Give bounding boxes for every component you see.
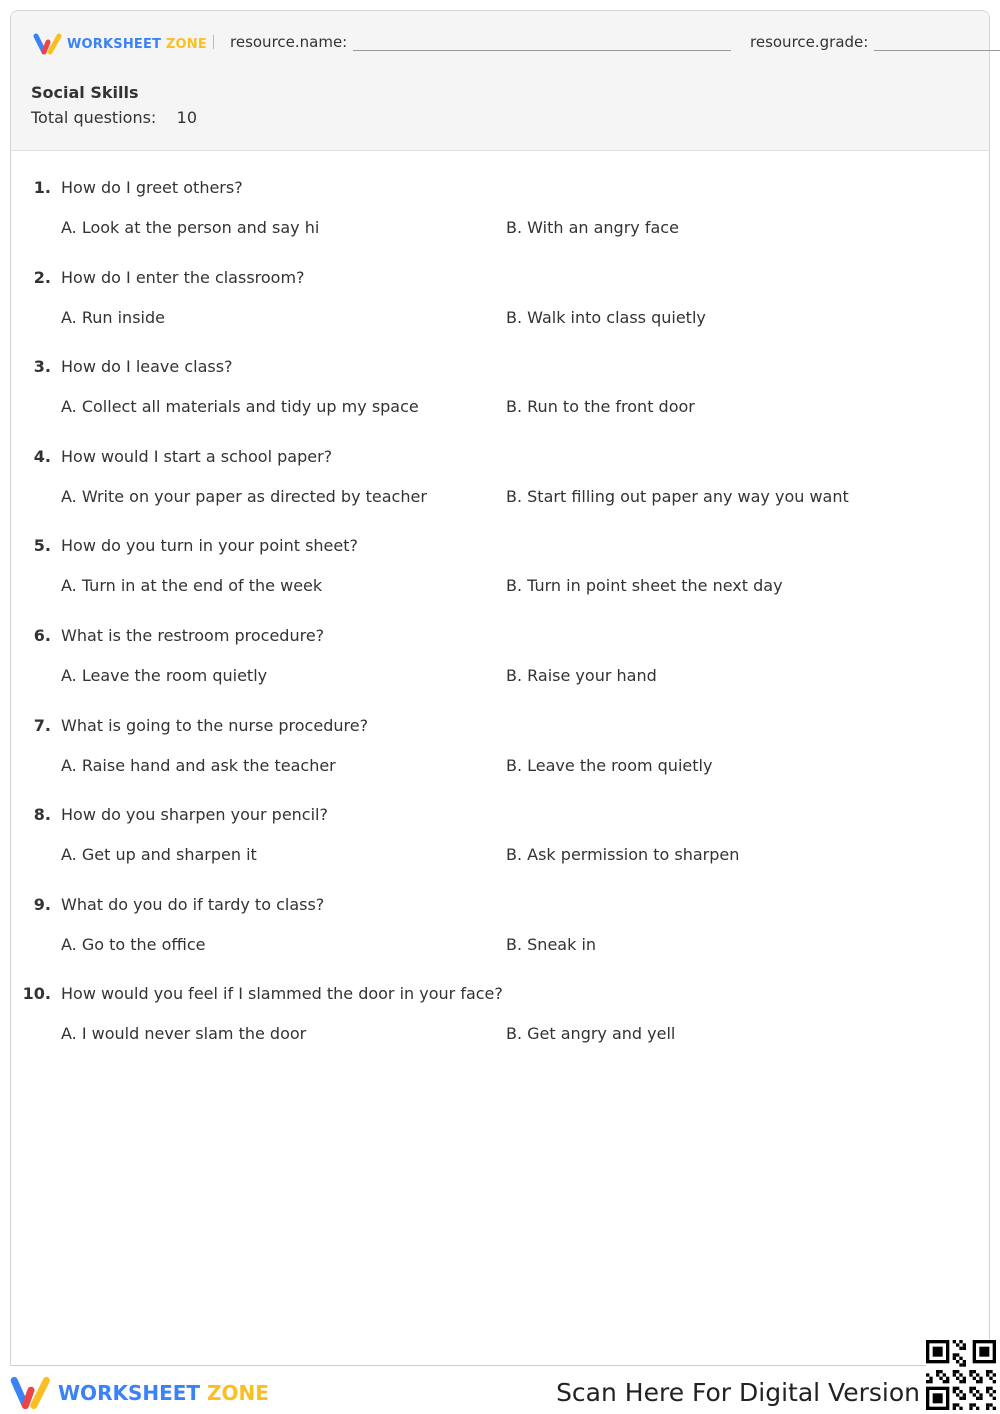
question-text: What is the restroom procedure?: [61, 626, 325, 645]
question-number: 7.: [33, 715, 51, 735]
total-questions: Total questions: 10: [31, 108, 198, 127]
divider: [213, 35, 214, 49]
option-a[interactable]: A. I would never slam the door: [61, 1024, 307, 1044]
option-b[interactable]: B. Sneak in: [506, 934, 597, 954]
option-b[interactable]: B. Leave the room quietly: [506, 755, 713, 775]
question-number: 6.: [33, 626, 51, 645]
worksheet-header: [11, 11, 989, 151]
question-text: How do I greet others?: [61, 178, 243, 197]
scan-text: Scan Here For Digital Version: [556, 1378, 920, 1407]
option-b[interactable]: B. With an angry face: [506, 218, 679, 237]
question-text: How do I enter the classroom?: [61, 267, 305, 287]
worksheet-zone-logo-icon: [10, 1376, 52, 1410]
option-a[interactable]: A. Leave the room quietly: [61, 666, 268, 685]
qr-code-icon[interactable]: [926, 1340, 996, 1410]
question-text: How do I leave class?: [61, 357, 233, 377]
question-text: How would I start a school paper?: [61, 446, 333, 466]
option-b[interactable]: B. Raise your hand: [506, 666, 657, 685]
question-text: How would you feel if I slammed the door in your face?: [61, 984, 503, 1004]
question-number: 1.: [33, 178, 51, 197]
question-number: 4.: [33, 446, 51, 466]
resource-grade-line[interactable]: [874, 36, 1000, 51]
option-b[interactable]: B. Walk into class quietly: [506, 307, 706, 327]
header-logo: [33, 33, 207, 55]
option-a[interactable]: A. Collect all materials and tidy up my space: [61, 397, 419, 417]
worksheet-card: [10, 10, 990, 1366]
question-text: How do you turn in your point sheet?: [61, 536, 358, 556]
question-text: What is going to the nurse procedure?: [61, 715, 369, 735]
question-number: 8.: [33, 805, 51, 825]
option-a[interactable]: A. Run inside: [61, 307, 165, 327]
worksheet-title: Social Skills: [31, 83, 139, 102]
footer-logo: WORKSHEET ZONE: [10, 1376, 269, 1410]
option-a[interactable]: A. Turn in at the end of the week: [61, 576, 323, 596]
worksheet-zone-logo-icon: [33, 33, 63, 55]
option-a[interactable]: A. Get up and sharpen it: [61, 845, 257, 865]
resource-name-line[interactable]: [353, 36, 731, 51]
question-text: How do you sharpen your pencil?: [61, 805, 328, 825]
option-b[interactable]: B. Ask permission to sharpen: [506, 845, 740, 865]
question-number: 2.: [33, 267, 51, 287]
option-a[interactable]: A. Write on your paper as directed by teacher: [61, 486, 427, 506]
resource-name-field[interactable]: resource.name:: [230, 33, 731, 51]
option-a[interactable]: A. Look at the person and say hi: [61, 218, 320, 237]
logo-text: WORKSHEET ZONE: [67, 36, 207, 52]
question-number: 9.: [33, 894, 51, 914]
option-b[interactable]: B. Get angry and yell: [506, 1024, 676, 1044]
option-a[interactable]: A. Raise hand and ask the teacher: [61, 755, 336, 775]
option-b[interactable]: B. Turn in point sheet the next day: [506, 576, 783, 596]
question-number: 5.: [33, 536, 51, 556]
option-b[interactable]: B. Start filling out paper any way you want: [506, 486, 849, 506]
question-text: What do you do if tardy to class?: [61, 894, 325, 914]
question-number: 3.: [33, 357, 51, 377]
option-a[interactable]: A. Go to the office: [61, 934, 206, 954]
question-number: 10.: [22, 984, 51, 1004]
resource-grade-field[interactable]: resource.grade:: [750, 33, 1000, 51]
option-b[interactable]: B. Run to the front door: [506, 397, 695, 417]
